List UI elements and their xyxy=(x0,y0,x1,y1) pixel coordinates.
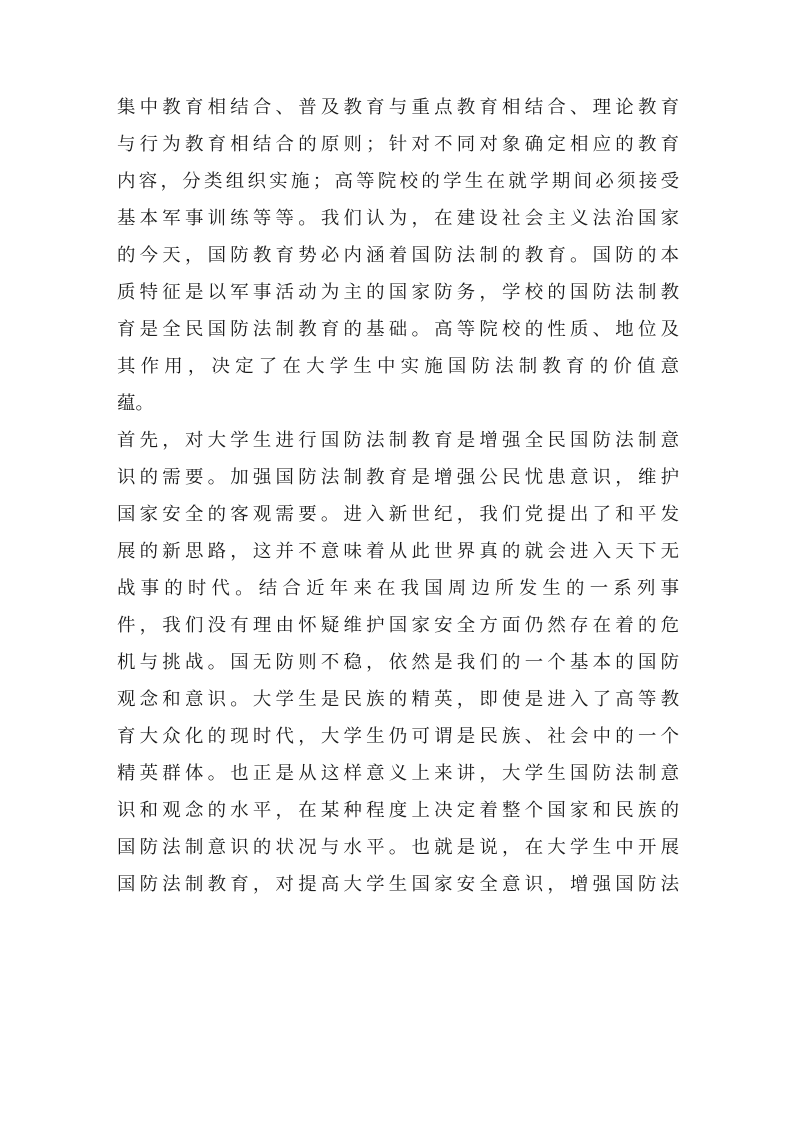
text-line: 质特征是以军事活动为主的国家防务，学校的国防法制教 xyxy=(117,282,679,303)
paragraph-1 xyxy=(117,89,679,422)
text-line: 国防法制教育，对提高大学生国家安全意识，增强国防法 xyxy=(117,874,679,895)
text-line: 与行为教育相结合的原则；针对不同对象确定相应的教育 xyxy=(117,134,679,155)
text-line: 集中教育相结合、普及教育与重点教育相结合、理论教育 xyxy=(117,97,679,118)
text-line: 展的新思路，这并不意味着从此世界真的就会进入天下无 xyxy=(117,541,679,562)
text-line: 识的需要。加强国防法制教育是增强公民忧患意识，维护 xyxy=(117,467,679,488)
text-line: 育是全民国防法制教育的基础。高等院校的性质、地位及 xyxy=(117,319,679,340)
text-line: 件，我们没有理由怀疑维护国家安全方面仍然存在着的危 xyxy=(117,615,679,636)
text-line: 其作用，决定了在大学生中实施国防法制教育的价值意 xyxy=(117,356,679,377)
text-line: 识和观念的水平，在某种程度上决定着整个国家和民族的 xyxy=(117,800,679,821)
text-line: 基本军事训练等等。我们认为，在建设社会主义法治国家 xyxy=(117,208,679,229)
text-line: 机与挑战。国无防则不稳，依然是我们的一个基本的国防 xyxy=(117,652,679,673)
text-line: 观念和意识。大学生是民族的精英，即使是进入了高等教 xyxy=(117,689,679,710)
text-line: 内容，分类组织实施；高等院校的学生在就学期间必须接受 xyxy=(117,171,679,192)
text-line: 的今天，国防教育势必内涵着国防法制的教育。国防的本 xyxy=(117,245,679,266)
text-line: 蕴。 xyxy=(117,393,154,414)
text-line: 战事的时代。结合近年来在我国周边所发生的一系列事 xyxy=(117,578,679,599)
text-line: 育大众化的现时代，大学生仍可谓是民族、社会中的一个 xyxy=(117,726,679,747)
document-body xyxy=(117,89,679,903)
paragraph-2 xyxy=(117,422,679,903)
text-line: 国防法制意识的状况与水平。也就是说，在大学生中开展 xyxy=(117,837,679,858)
text-line: 国家安全的客观需要。进入新世纪，我们党提出了和平发 xyxy=(117,504,679,525)
text-line: 首先，对大学生进行国防法制教育是增强全民国防法制意 xyxy=(117,430,679,451)
text-line: 精英群体。也正是从这样意义上来讲，大学生国防法制意 xyxy=(117,763,679,784)
